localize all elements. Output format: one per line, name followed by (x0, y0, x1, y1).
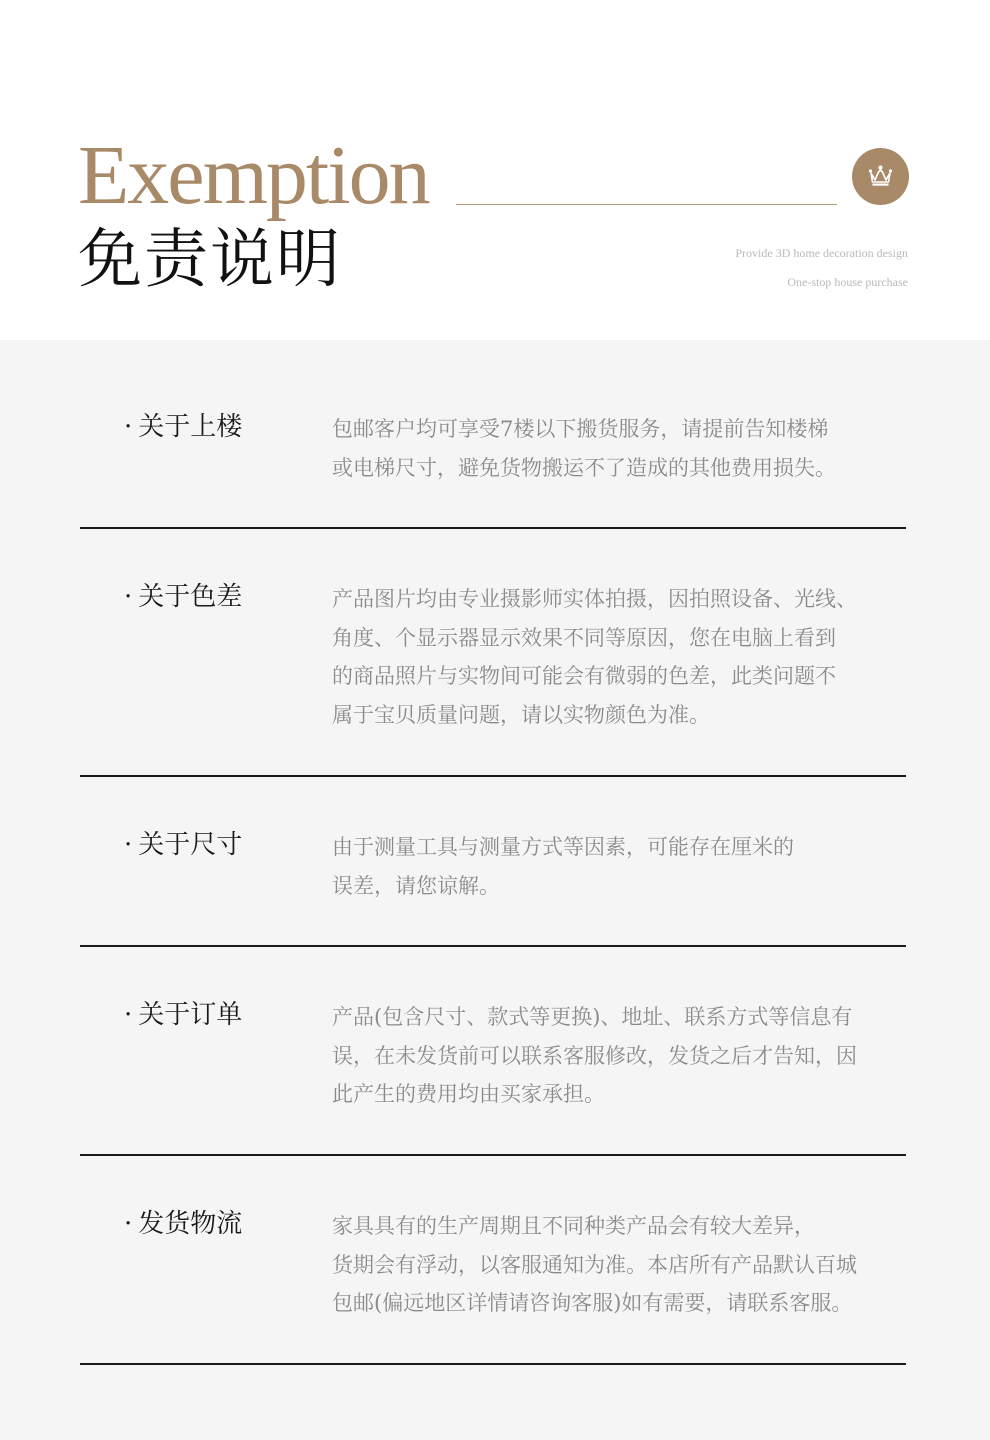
description-line: 货期会有浮动，以客服通知为准。本店所有产品默认百城 (332, 1252, 857, 1277)
bullet-dot: · (124, 830, 133, 860)
description-line: 误，在未发货前可以联系客服修改，发货之后才告知，因 (332, 1043, 857, 1068)
item-label-text: 关于色差 (138, 582, 243, 612)
item-label-text: 关于订单 (138, 1000, 243, 1030)
item-description (332, 998, 872, 1114)
description-line: 产品图片均由专业摄影师实体拍摄，因拍照设备、光线、 (332, 587, 857, 611)
bullet-dot: · (124, 1209, 133, 1239)
description-line: 包邮(偏远地区详情请咨询客服)如有需要，请联系客服。 (332, 1291, 853, 1315)
item-description (332, 410, 872, 487)
description-line: 的商品照片与实物间可能会有微弱的色差，此类问题不 (332, 664, 836, 688)
description-line: 家具具有的生产周期且不同种类产品会有较大差异， (332, 1214, 815, 1238)
crown-badge (852, 148, 909, 205)
description-line: 或电梯尺寸，避免货物搬运不了造成的其他费用损失。 (332, 455, 836, 480)
item-divider (80, 945, 906, 947)
header (0, 0, 990, 340)
bullet-dot: · (124, 582, 133, 612)
item-divider (80, 527, 906, 529)
bullet-dot: · (124, 1000, 133, 1030)
item-divider (80, 775, 906, 777)
tagline-design: Provide 3D home decoration design (735, 246, 908, 260)
bullet-dot: · (124, 412, 133, 442)
item-label (124, 410, 242, 444)
description-line: 包邮客户均可享受7楼以下搬货服务，请提前告知楼梯 (332, 417, 829, 441)
description-line: 角度、个显示器显示效果不同等原因，您在电脑上看到 (332, 625, 836, 650)
item-label (124, 998, 242, 1032)
description-line: 误差，请您谅解。 (332, 873, 500, 898)
title-chinese: 免责说明 (78, 223, 342, 297)
item-label (124, 580, 242, 614)
item-description (332, 580, 872, 734)
item-description (332, 1207, 872, 1323)
item-label-text: 发货物流 (138, 1209, 243, 1239)
title-english: Exemption (78, 129, 429, 222)
tagline-purchase: One-stop house purchase (787, 275, 908, 289)
item-divider (80, 1363, 906, 1365)
item-label (124, 1207, 242, 1241)
title-divider (456, 204, 837, 205)
description-line: 由于测量工具与测量方式等因素，可能存在厘米的 (332, 835, 794, 859)
item-label-text: 关于上楼 (138, 412, 243, 442)
description-line: 属于宝贝质量问题，请以实物颜色为准。 (332, 702, 710, 727)
content (0, 340, 990, 1440)
description-line: 此产生的费用均由买家承担。 (332, 1082, 605, 1106)
item-label-text: 关于尺寸 (138, 830, 243, 860)
description-line: 产品(包含尺寸、款式等更换)、地址、联系方式等信息有 (332, 1005, 853, 1029)
item-description (332, 828, 872, 905)
item-divider (80, 1154, 906, 1156)
crown-icon (868, 165, 893, 187)
item-label (124, 828, 242, 862)
